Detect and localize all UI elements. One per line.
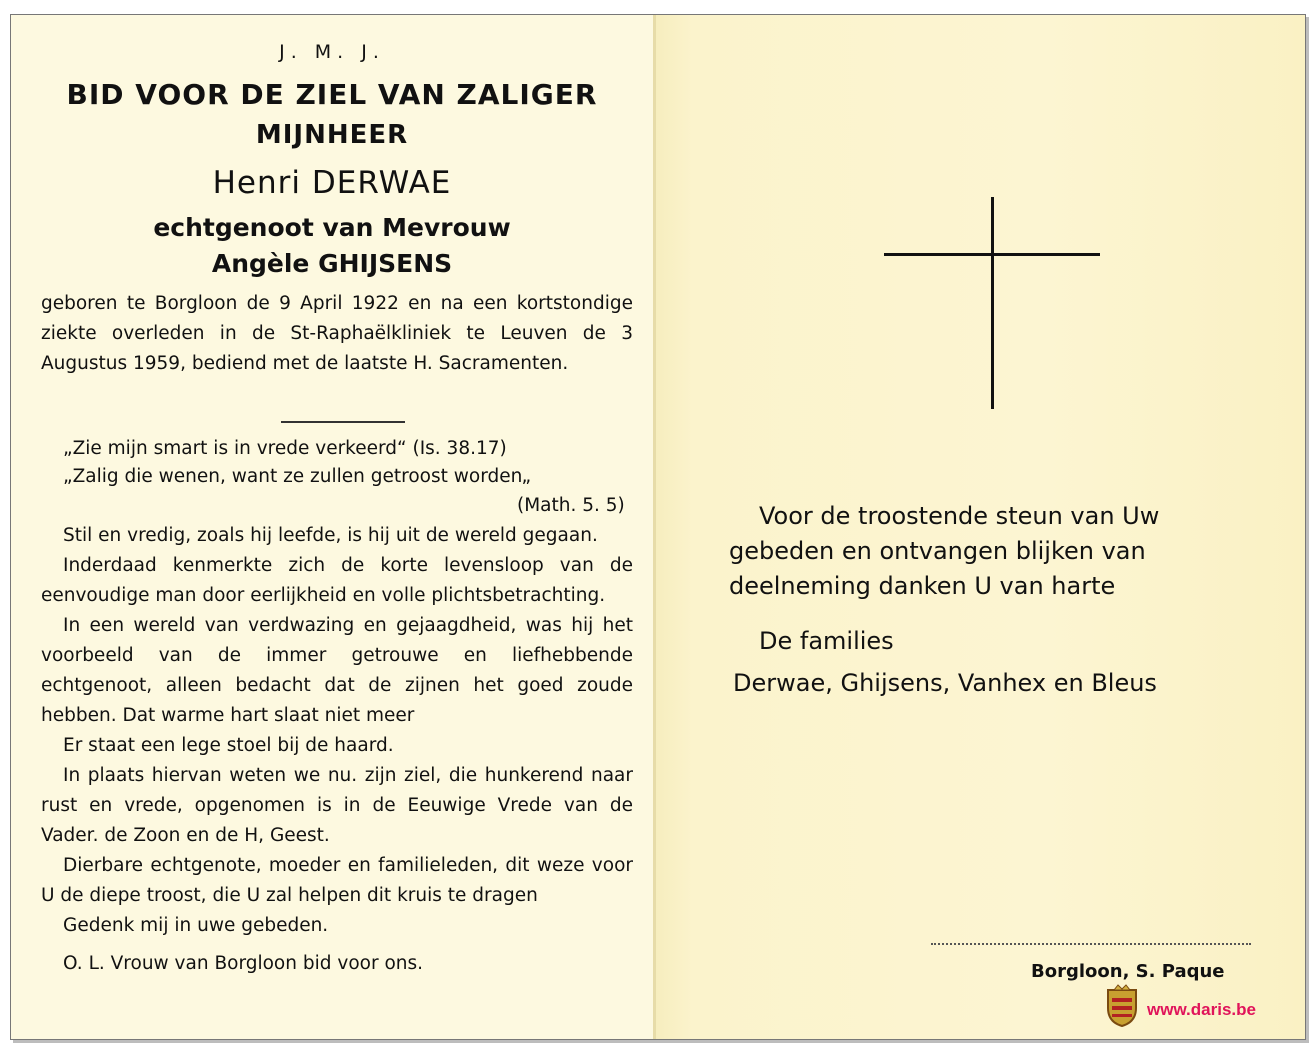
deceased-name: Henri DERWAE (212, 165, 452, 201)
eulogy-paragraph: Dierbare echtgenote, moeder en familieleden, dit weze voor U de diepe troost, die U zal helpen dit kruis te dragen (41, 855, 633, 906)
memorial-card (10, 14, 1306, 1040)
cross-icon-bar (884, 253, 1100, 256)
heading-line1: BID VOOR DE ZIEL VAN ZALIGER (66, 78, 598, 111)
cross-icon (991, 197, 994, 409)
card-fold (653, 15, 656, 1039)
heading-line2: MIJNHEER (255, 120, 409, 150)
website-link[interactable]: www.daris.be (1147, 1000, 1256, 1019)
eulogy-paragraph: In plaats hiervan weten we nu. zijn ziel, die hunkerend naar rust en vrede, opgenomen is in de Eeuwige Vrede van de Vader. de Zoon en de H, Geest. (41, 765, 633, 846)
quote-1: „Zie mijn smart is in vrede verkeerd“ (Is. 38.17) (63, 438, 507, 459)
eulogy (41, 521, 633, 979)
quote-2-reference: (Math. 5. 5) (517, 495, 625, 516)
eulogy-paragraph: Inderdaad kenmerkte zich de korte levensloop van de eenvoudige man door eerlijkheid en volle plichtsbetrachting. (41, 555, 633, 606)
dotted-separator (931, 943, 1251, 945)
printer-credit: Borgloon, S. Paque (1031, 961, 1225, 982)
thanks-message (729, 499, 1269, 604)
closing-prayer: O. L. Vrouw van Borgloon bid voor ons. (63, 953, 424, 974)
divider (281, 421, 405, 423)
thanks-text: Voor de troostende steun van Uw gebeden en ontvangen blijken van deelneming danken U van harte (729, 502, 1160, 600)
quote-2: „Zalig die wenen, want ze zullen getroost worden„ (63, 466, 532, 487)
eulogy-paragraph: Gedenk mij in uwe gebeden. (63, 915, 329, 936)
initials: J. M. J. (279, 41, 385, 63)
biography: geboren te Borgloon de 9 April 1922 en na een kortstondige ziekte overleden in de St-Raphaëlkliniek te Leuven de 3 Augustus 1959, bediend met de laatste H. Sacramenten. (41, 293, 633, 374)
families-label: De families (759, 627, 894, 655)
eulogy-paragraph: Stil en vredig, zoals hij leefde, is hij uit de wereld gegaan. (63, 525, 598, 546)
spouse-name: Angèle GHIJSENS (211, 249, 453, 278)
eulogy-paragraph: Er staat een lege stoel bij de haard. (63, 735, 394, 756)
families-names: Derwae, Ghijsens, Vanhex en Bleus (733, 669, 1157, 697)
eulogy-paragraph: In een wereld van verdwazing en gejaagdheid, was hij het voorbeeld van de immer getrouwe en liefhebbende echtgenoot, alleen bedacht dat de zijnen het goed zoude hebben. Dat warme hart slaat niet meer (41, 615, 633, 726)
crest-icon (1104, 984, 1140, 1028)
spouse-line: echtgenoot van Mevrouw (153, 213, 511, 242)
